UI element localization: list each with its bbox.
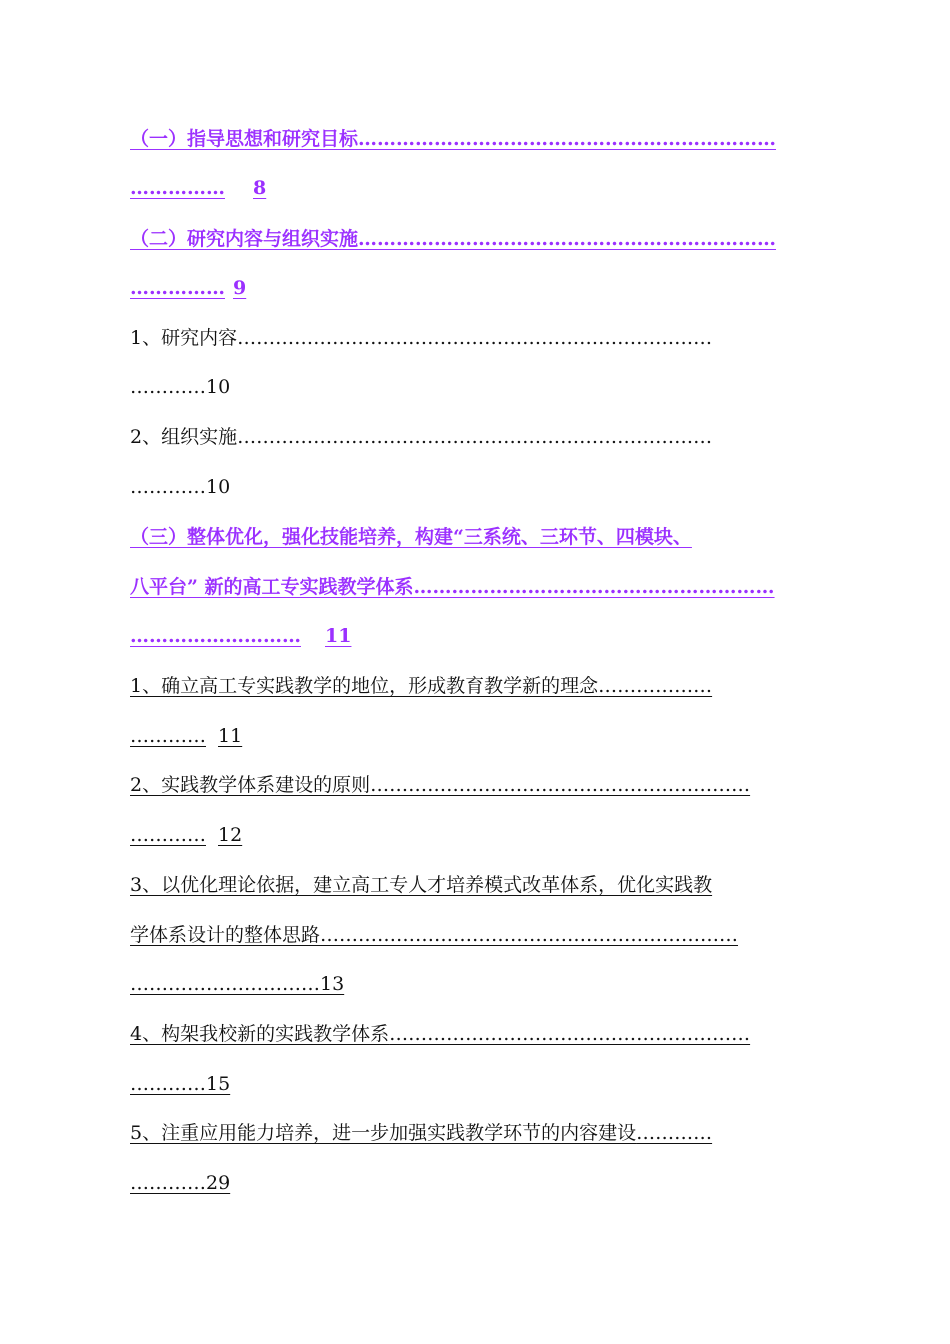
toc-entry-optimization-theory[interactable] [130,870,820,900]
toc-entry-text: 八平台” 新的高工专实践教学体系 [130,576,414,598]
toc-entry-establish-status-page[interactable] [130,721,820,751]
toc-entry-text: 5、注重应用能力培养，进一步加强实践教学环节的内容建设 [130,1122,637,1144]
toc-entry-text: 4、构架我校新的实践教学体系 [130,1023,390,1045]
toc-leader-dots: ………… [130,725,206,747]
toc-leader-dots: …………… [130,177,225,199]
toc-entry-overall-optimization[interactable] [130,522,820,552]
toc-leader-dots: ………………………… [130,973,320,995]
toc-entry-research-content-sub[interactable] [130,323,820,353]
toc-page-number: 13 [320,973,345,995]
toc-entry-text: （一）指导思想和研究目标 [130,128,359,150]
toc-leader-dots: ………………………………………………… [389,1023,751,1045]
toc-leader-dots: ………… [130,476,206,498]
toc-leader-dots: ……………… [598,675,713,697]
toc-page-number: 11 [325,625,352,647]
toc-leader-dots: …………… [130,277,225,299]
toc-leader-dots: ………………………………………………………………… [237,426,713,448]
toc-page-number: 12 [218,824,243,846]
toc-leader-dots: ………… [130,1172,206,1194]
toc-entry-text: 1、研究内容 [130,327,238,349]
toc-entry-text: 3、以优化理论依据，建立高工专人才培养模式改革体系，优化实践教 [130,874,713,896]
toc-leader-dots: ……………………… [130,625,301,647]
toc-entry-overall-optimization-page[interactable] [130,621,820,651]
toc-leader-dots: ………… [636,1122,713,1144]
toc-leader-dots: ………………………………………………………………… [237,327,713,349]
toc-page-number: 11 [218,725,243,747]
toc-entry-application-ability-page[interactable] [130,1168,820,1198]
toc-entry-construction-principles-page[interactable] [130,820,820,850]
toc-entry-optimization-theory-page[interactable] [130,969,820,999]
toc-entry-text: 2、组织实施 [130,426,238,448]
toc-entry-new-system[interactable] [130,1019,820,1049]
toc-entry-text: 2、实践教学体系建设的原则 [130,774,371,796]
toc-entry-organization-page[interactable] [130,472,820,502]
toc-entry-research-content-page[interactable] [130,273,820,303]
toc-page-number: 10 [206,476,231,498]
toc-leader-dots: ………… [130,376,206,398]
toc-entry-construction-principles[interactable] [130,770,820,800]
toc-leader-dots: ………………………………………………………… [358,128,777,150]
toc-entry-text: 1、确立高工专实践教学的地位，形成教育教学新的理念 [130,675,599,697]
toc-entry-application-ability[interactable] [130,1118,820,1148]
toc-leader-dots: ………… [130,1073,206,1095]
toc-leader-dots: ………………………………………………… [413,576,775,598]
toc-entry-guiding-thought-page[interactable] [130,173,820,203]
toc-leader-dots: ………………………………………………………… [358,228,777,250]
toc-entry-establish-status[interactable] [130,671,820,701]
toc-page-number: 8 [253,177,267,199]
toc-page-number: 9 [233,277,247,299]
toc-page-number: 10 [206,376,231,398]
toc-entry-optimization-theory-cont[interactable] [130,920,820,950]
toc-leader-dots: ………………………………………………………… [320,924,739,946]
toc-entry-text: （二）研究内容与组织实施 [130,228,359,250]
toc-entry-text: 学体系设计的整体思路 [130,924,321,946]
toc-entry-organization[interactable] [130,422,820,452]
toc-page-number: 29 [206,1172,231,1194]
toc-entry-research-content-sub-page[interactable] [130,372,820,402]
toc-leader-dots: …………………………………………………… [370,774,751,796]
toc-page-number: 15 [206,1073,231,1095]
toc-entry-research-content[interactable] [130,224,820,254]
toc-entry-text: （三）整体优化，强化技能培养，构建“三系统、三环节、四模块、 [130,526,692,548]
toc-entry-guiding-thought[interactable] [130,124,820,154]
toc-entry-overall-optimization-cont[interactable] [130,572,820,602]
toc-leader-dots: ………… [130,824,206,846]
toc-entry-new-system-page[interactable] [130,1069,820,1099]
